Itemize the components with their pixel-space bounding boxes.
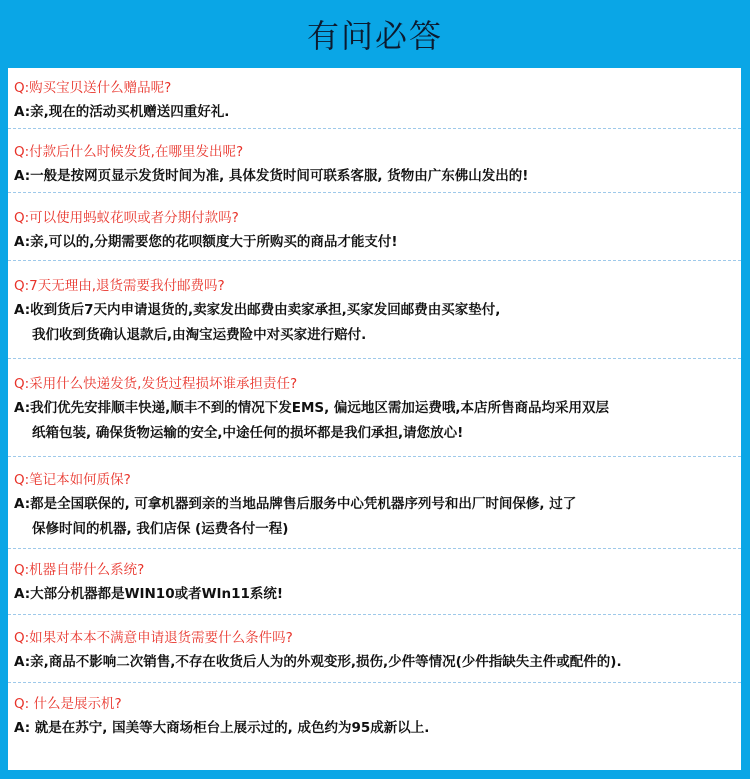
divider	[8, 192, 741, 193]
faq-answer-line: A:亲,现在的活动买机赠送四重好礼.	[14, 104, 230, 120]
faq-answer	[14, 100, 229, 125]
divider	[8, 682, 741, 683]
faq-question: Q:购买宝贝送什么赠品呢?	[14, 80, 172, 96]
faq-panel	[8, 68, 741, 770]
divider	[8, 260, 741, 261]
header	[0, 0, 750, 68]
faq-answer	[14, 582, 283, 607]
faq-answer-line: A:都是全国联保的, 可拿机器到亲的当地品牌售后服务中心凭机器序列号和出厂时间保修, 过了	[14, 496, 577, 512]
divider	[8, 614, 741, 615]
divider	[8, 358, 741, 359]
faq-answer	[14, 716, 429, 741]
divider	[8, 548, 741, 549]
divider	[8, 456, 741, 457]
faq-answer-line: A:一般是按网页显示发货时间为准, 具体发货时间可联系客服, 货物由广东佛山发出的!	[14, 168, 529, 184]
page-title: 有问必答	[306, 17, 443, 55]
faq-answer-line: A:大部分机器都是WIN10或者WIn11系统!	[14, 586, 284, 602]
divider	[8, 128, 741, 129]
faq-question: Q:如果对本本不满意申请退货需要什么条件吗?	[14, 630, 293, 646]
faq-answer	[14, 164, 528, 189]
faq-question: Q:机器自带什么系统?	[14, 562, 145, 578]
faq-answer-line: A:亲,商品不影响二次销售,不存在收货后人为的外观变形,损伤,少件等情况(少件指缺失主件或配件的).	[14, 654, 622, 670]
faq-answer-line: 保修时间的机器, 我们店保 (运费各付一程)	[32, 521, 289, 537]
faq-question: Q:付款后什么时候发货,在哪里发出呢?	[14, 144, 244, 160]
faq-answer-line: 纸箱包装, 确保货物运输的安全,中途任何的损坏都是我们承担,请您放心!	[32, 425, 464, 441]
faq-question: Q:笔记本如何质保?	[14, 472, 131, 488]
faq-question: Q: 什么是展示机?	[14, 696, 122, 712]
faq-answer	[14, 298, 500, 348]
faq-question: Q:可以使用蚂蚁花呗或者分期付款吗?	[14, 210, 239, 226]
faq-answer	[14, 396, 609, 446]
faq-answer-line: 我们收到货确认退款后,由淘宝运费险中对买家进行赔付.	[32, 327, 367, 343]
faq-answer-line: A:收到货后7天内申请退货的,卖家发出邮费由卖家承担,买家发回邮费由买家垫付,	[14, 302, 501, 318]
faq-answer	[14, 650, 622, 675]
faq-answer-line: A: 就是在苏宁, 国美等大商场柜台上展示过的, 成色约为95成新以上.	[14, 720, 430, 736]
faq-answer-line: A:亲,可以的,分期需要您的花呗额度大于所购买的商品才能支付!	[14, 234, 398, 250]
faq-answer	[14, 492, 576, 542]
faq-answer	[14, 230, 398, 255]
faq-answer-line: A:我们优先安排顺丰快递,顺丰不到的情况下发EMS, 偏远地区需加运费哦,本店所售商品均采用双层	[14, 400, 610, 416]
faq-question: Q:7天无理由,退货需要我付邮费吗?	[14, 278, 225, 294]
faq-question: Q:采用什么快递发货,发货过程损坏谁承担责任?	[14, 376, 298, 392]
